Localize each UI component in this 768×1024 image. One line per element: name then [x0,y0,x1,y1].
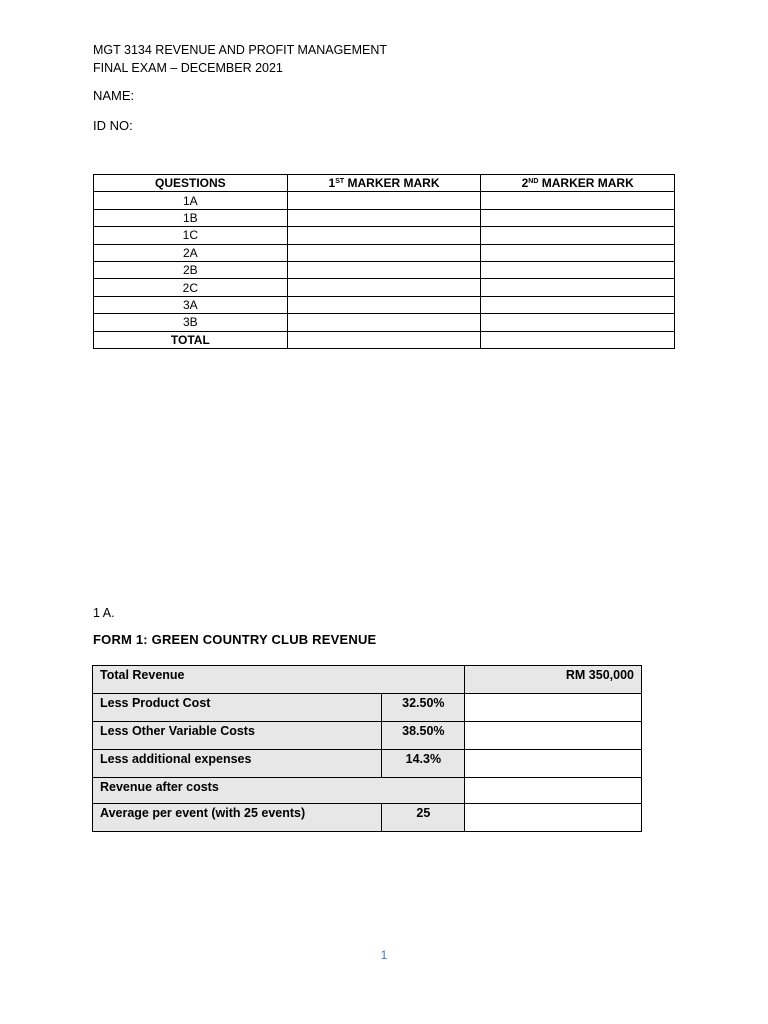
average-answer-cell[interactable] [465,804,642,832]
product-cost-answer-cell[interactable] [465,694,642,722]
question-cell: 2B [94,261,288,278]
product-cost-row [93,694,642,722]
second-mark-cell[interactable] [481,227,675,244]
second-mark-cell[interactable] [481,261,675,278]
second-total-cell[interactable] [481,331,675,348]
first-mark-cell[interactable] [287,227,481,244]
table-row [94,192,675,209]
second-mark-cell[interactable] [481,279,675,296]
table-row [94,261,675,278]
product-cost-label: Less Product Cost [93,694,382,722]
total-revenue-value: RM 350,000 [465,666,642,694]
second-mark-cell[interactable] [481,244,675,261]
col-first-rest: MARKER MARK [344,176,440,191]
col-first-marker [287,175,481,192]
question-cell: 1C [94,227,288,244]
col-second-num: 2 [521,176,529,191]
additional-expenses-row [93,750,642,778]
first-mark-cell[interactable] [287,279,481,296]
col-first-num: 1 [328,176,336,191]
second-mark-cell[interactable] [481,296,675,313]
table-row [94,296,675,313]
second-mark-cell[interactable] [481,314,675,331]
variable-costs-answer-cell[interactable] [465,722,642,750]
revenue-after-label: Revenue after costs [93,778,465,804]
name-label: NAME: [93,88,135,103]
average-label: Average per event (with 25 events) [93,804,382,832]
question-cell: 2A [94,244,288,261]
revenue-after-answer-cell[interactable] [465,778,642,804]
product-cost-pct: 32.50% [382,694,465,722]
additional-expenses-answer-cell[interactable] [465,750,642,778]
total-label: TOTAL [94,331,288,348]
col-questions: QUESTIONS [94,175,288,192]
table-row [94,244,675,261]
additional-expenses-pct: 14.3% [382,750,465,778]
first-mark-cell[interactable] [287,296,481,313]
first-total-cell[interactable] [287,331,481,348]
table-row [94,314,675,331]
col-second-rest: MARKER MARK [538,176,634,191]
exam-title: FINAL EXAM – DECEMBER 2021 [93,61,283,75]
question-cell: 1B [94,209,288,226]
marks-table [93,174,675,349]
second-mark-cell[interactable] [481,209,675,226]
table-row [94,227,675,244]
first-mark-cell[interactable] [287,192,481,209]
course-title: MGT 3134 REVENUE AND PROFIT MANAGEMENT [93,43,388,57]
table-row [94,209,675,226]
first-mark-cell[interactable] [287,261,481,278]
id-label: ID NO: [93,118,133,133]
average-row [93,804,642,832]
first-mark-cell[interactable] [287,244,481,261]
question-label: 1 A. [93,606,115,620]
average-events: 25 [382,804,465,832]
total-revenue-label: Total Revenue [93,666,465,694]
revenue-table [92,665,642,832]
question-cell: 3B [94,314,288,331]
page-number: 1 [380,948,388,962]
variable-costs-pct: 38.50% [382,722,465,750]
second-mark-cell[interactable] [481,192,675,209]
variable-costs-label: Less Other Variable Costs [93,722,382,750]
total-revenue-row [93,666,642,694]
form-title: FORM 1: GREEN COUNTRY CLUB REVENUE [93,632,377,647]
variable-costs-row [93,722,642,750]
col-second-marker [481,175,675,192]
revenue-after-row [93,778,642,804]
first-mark-cell[interactable] [287,314,481,331]
question-cell: 3A [94,296,288,313]
col-second-sup: ND [528,178,539,186]
total-row [94,331,675,348]
first-mark-cell[interactable] [287,209,481,226]
table-row [94,279,675,296]
marks-table-header [94,175,675,192]
question-cell: 1A [94,192,288,209]
additional-expenses-label: Less additional expenses [93,750,382,778]
col-first-sup: ST [335,178,345,186]
question-cell: 2C [94,279,288,296]
